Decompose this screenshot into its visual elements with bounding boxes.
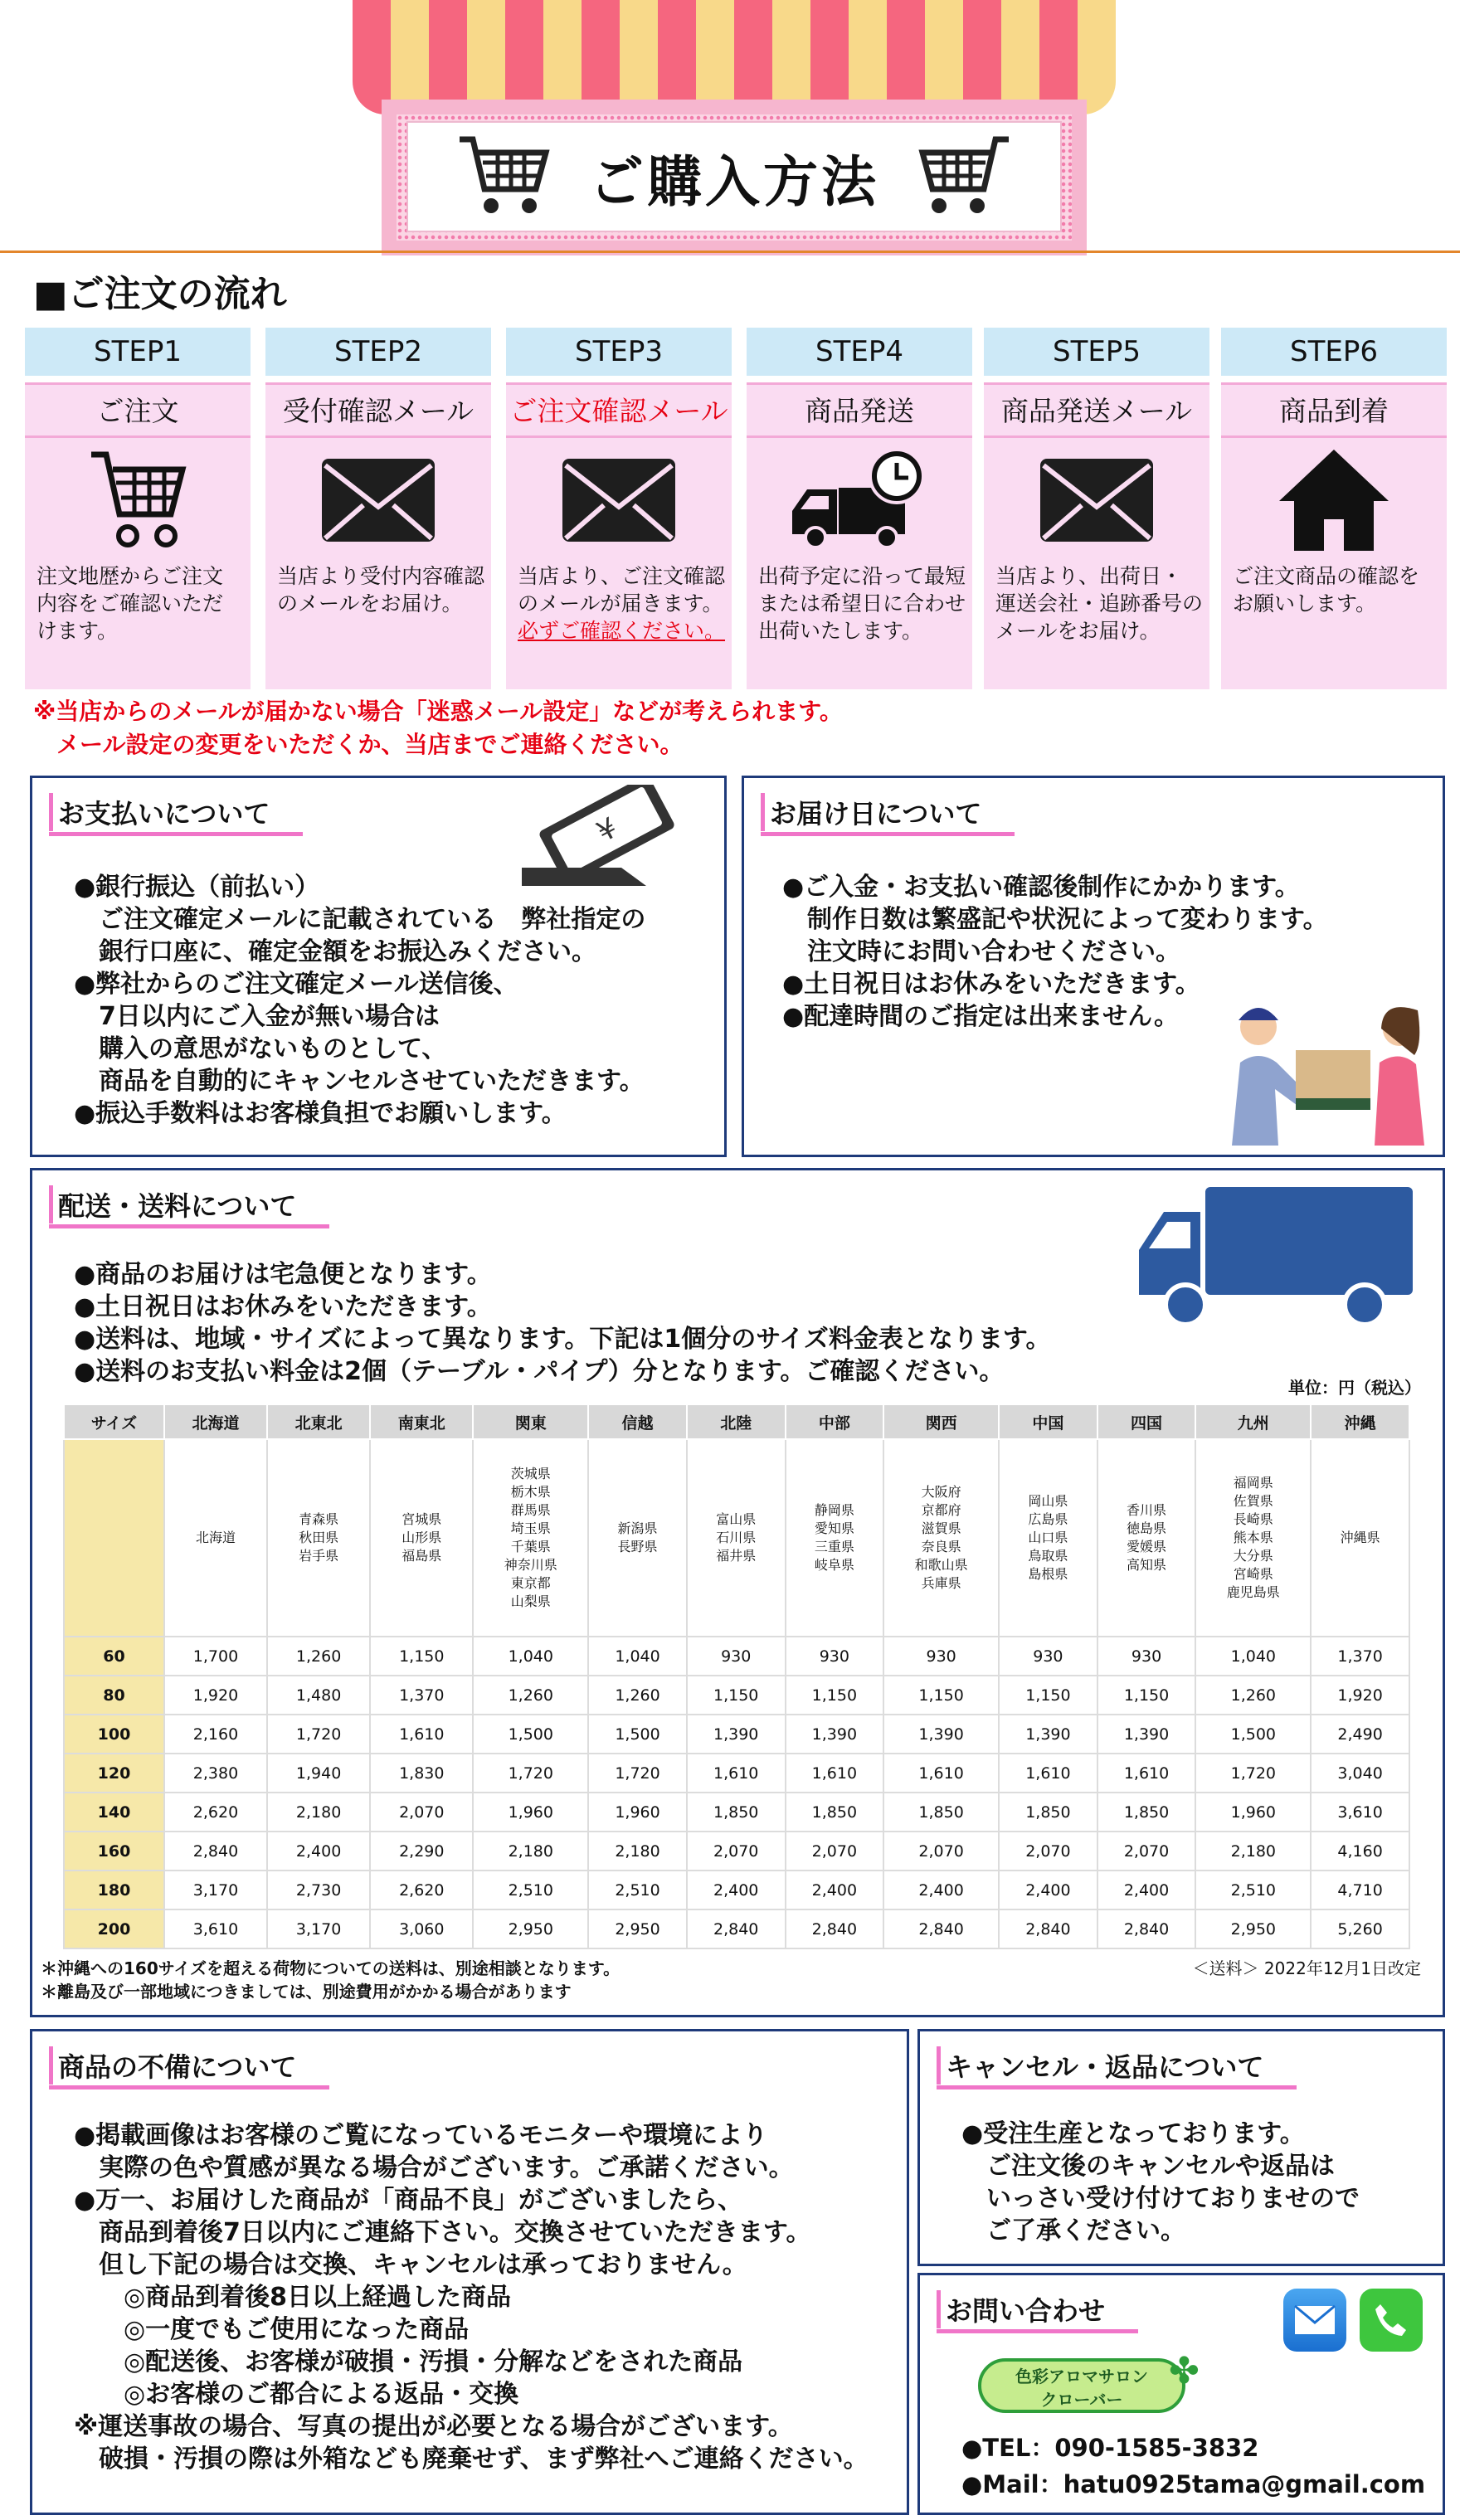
rate-cell: 2,070 [687, 1832, 786, 1871]
rate-cell: 2,620 [164, 1793, 267, 1832]
rate-cell: 2,620 [370, 1871, 473, 1909]
table-row [64, 1715, 1409, 1754]
awning-stripe [391, 0, 429, 114]
rate-cell: 1,480 [267, 1676, 370, 1715]
shop-logo: 色彩アロマサロン クローバー [978, 2358, 1185, 2413]
step-title: 商品到着 [1221, 385, 1447, 438]
rate-cell: 2,840 [883, 1909, 999, 1948]
contact-section [917, 2273, 1445, 2515]
table-header-cell: 九州 [1195, 1404, 1311, 1439]
rate-cell: 1,390 [999, 1715, 1097, 1754]
prefecture-cell: 富山県 石川県 福井県 [687, 1439, 786, 1637]
table-row [64, 1637, 1409, 1676]
rate-cell: 1,500 [588, 1715, 687, 1754]
rate-cell: 930 [1097, 1637, 1196, 1676]
awning-stripe [658, 0, 696, 114]
step-text: ご注文商品の確認を お願いします。 [1233, 564, 1420, 615]
size-cell: 160 [64, 1832, 164, 1871]
header-divider [0, 251, 1460, 253]
cart-icon [912, 131, 1012, 222]
rate-cell: 2,840 [687, 1909, 786, 1948]
rate-cell: 1,040 [1195, 1637, 1311, 1676]
rate-cell: 1,850 [687, 1793, 786, 1832]
rate-cell: 2,070 [1097, 1832, 1196, 1871]
rate-cell: 1,370 [370, 1676, 473, 1715]
cancel-section [917, 2029, 1445, 2266]
rate-cell: 2,490 [1311, 1715, 1409, 1754]
rate-cell: 2,840 [1097, 1909, 1196, 1948]
table-row [64, 1754, 1409, 1793]
rate-cell: 2,180 [1195, 1832, 1311, 1871]
rate-cell: 2,180 [588, 1832, 687, 1871]
step-label: STEP6 [1221, 328, 1447, 376]
rate-cell: 1,610 [1097, 1754, 1196, 1793]
step-body [506, 382, 732, 689]
shipping-title: 配送・送料について [49, 1185, 301, 1224]
rate-cell: 1,720 [267, 1715, 370, 1754]
rate-cell: 2,950 [1195, 1909, 1311, 1948]
table-header-cell: 北陸 [687, 1404, 786, 1439]
table-header-cell: 中部 [786, 1404, 884, 1439]
payment-section [30, 776, 727, 1157]
rate-cell: 1,500 [473, 1715, 588, 1754]
step-title: 受付確認メール [265, 385, 491, 438]
rate-cell: 1,720 [588, 1754, 687, 1793]
rate-cell: 1,260 [473, 1676, 588, 1715]
prefecture-cell: 沖縄県 [1311, 1439, 1409, 1637]
page-title: ご購入方法 [589, 149, 879, 214]
rate-cell: 1,260 [588, 1676, 687, 1715]
mail-icon [984, 438, 1209, 562]
awning-stripe [353, 0, 391, 114]
rate-cell: 1,850 [999, 1793, 1097, 1832]
rate-cell: 1,610 [687, 1754, 786, 1793]
rate-cell: 1,920 [164, 1676, 267, 1715]
rate-cell: 930 [883, 1637, 999, 1676]
rate-cell: 2,840 [999, 1909, 1097, 1948]
rate-cell: 1,850 [883, 1793, 999, 1832]
rate-cell: 1,150 [786, 1676, 884, 1715]
mail-icon [265, 438, 491, 562]
rate-cell: 1,960 [1195, 1793, 1311, 1832]
rate-cell: 2,290 [370, 1832, 473, 1871]
awning-stripe [467, 0, 505, 114]
step-body [747, 382, 972, 689]
step-text: 出荷予定に沿って最短 または希望日に合わせ 出荷いたします。 [758, 564, 966, 643]
step-title: 商品発送 [747, 385, 972, 438]
rate-cell: 2,730 [267, 1871, 370, 1909]
shipping-rate-table [63, 1404, 1410, 1949]
rate-cell: 1,720 [1195, 1754, 1311, 1793]
table-header-cell: 信越 [588, 1404, 687, 1439]
rate-cell: 2,400 [1097, 1871, 1196, 1909]
rate-cell: 1,720 [473, 1754, 588, 1793]
mail-app-icon[interactable] [1283, 2289, 1346, 2352]
size-cell: 200 [64, 1909, 164, 1948]
prefecture-cell: 青森県 秋田県 岩手県 [267, 1439, 370, 1637]
step-text: 当店より受付内容確認 のメールをお届け。 [277, 564, 485, 615]
rate-cell: 4,710 [1311, 1871, 1409, 1909]
rate-cell: 1,610 [370, 1715, 473, 1754]
rate-cell: 5,260 [1311, 1909, 1409, 1948]
prefecture-cell: 北海道 [164, 1439, 267, 1637]
shipping-text: ●商品のお届けは宅急便となります。 ●土日祝日はお休みをいただきます。 ●送料は、地域・サイズによって異なります。下記は1個分のサイズ料金表となります。 ●送料のお支払い料金は2個（テーブル・パイプ）分となります。ご確認ください。 [74, 1260, 1051, 1386]
truck-clock-icon [747, 438, 972, 562]
rate-cell: 1,040 [473, 1637, 588, 1676]
step-label: STEP4 [747, 328, 972, 376]
rate-cell: 2,400 [999, 1871, 1097, 1909]
step-text: 注文地歴からご注文 内容をご確認いただ けます。 [36, 564, 224, 643]
rate-cell: 2,400 [786, 1871, 884, 1909]
payment-title: お支払いについて [49, 793, 275, 831]
table-header-cell: 北東北 [267, 1404, 370, 1439]
table-header-cell: 中国 [999, 1404, 1097, 1439]
rate-cell: 2,510 [473, 1871, 588, 1909]
defects-text: ●掲載画像はお客様のご覧になっているモニターや環境により 実際の色や質感が異なる場合がございます。ご承諾ください。 ●万一、お届けした商品が「商品不良」がございましたら、 商品到着後7日以内にご連絡下さい。交換させていただきます。 但し下記の場合は交換、キャンセルは承っておりません。 ◎商品到着後8日以上経過した商品 ◎一度でもご使用になった商品 ◎配送後、お客様が破損・汚損・分解などをされた商品 ◎お客様のご都合による返品・交換 ※運送事故の場合、写真の提出が必要となる場合がございます。 破損・汚損の際は外箱なども廃棄せず、まず弊社へご連絡ください。 [74, 2121, 869, 2474]
cart-icon [456, 131, 556, 222]
rate-cell: 930 [999, 1637, 1097, 1676]
size-cell: 60 [64, 1637, 164, 1676]
rate-cell: 1,830 [370, 1754, 473, 1793]
prefecture-cell: 新潟県 長野県 [588, 1439, 687, 1637]
defects-section [30, 2029, 909, 2515]
mail-icon [506, 438, 732, 562]
rate-cell: 1,040 [588, 1637, 687, 1676]
size-cell: 120 [64, 1754, 164, 1793]
rate-cell: 2,380 [164, 1754, 267, 1793]
step-label: STEP2 [265, 328, 491, 376]
rate-cell: 2,400 [687, 1871, 786, 1909]
unit-label: 単位：円（税込） [1288, 1378, 1421, 1398]
rate-cell: 2,160 [164, 1715, 267, 1754]
payment-text: ●銀行振込（前払い） ご注文確定メールに記載されている 弊社指定の 銀行口座に、確定金額をお振込みください。 ●弊社からのご注文確定メール送信後、 7日以内にご入金が無い場合は 購入の意思がないものとして、 商品を自動的にキャンセルさせていただきます。 ●振込手数料はお客様負担でお願いします。 [74, 873, 646, 1128]
delivery-date-text: ●ご入金・お支払い確認後制作にかかります。 制作日数は繁盛記や状況によって変わります。 注文時にお問い合わせください。 ●土日祝日はお休みをいただきます。 ●配達時間のご指定は出来ません。 [782, 873, 1328, 1031]
rate-cell: 2,840 [786, 1909, 884, 1948]
defects-title: 商品の不備について [49, 2046, 301, 2085]
rate-cell: 1,960 [588, 1793, 687, 1832]
prefecture-cell: 香川県 徳島県 愛媛県 高知県 [1097, 1439, 1196, 1637]
contact-tel[interactable]: ●TEL：090-1585-3832 [961, 2434, 1259, 2462]
rate-cell: 1,500 [1195, 1715, 1311, 1754]
step-title: 商品発送メール [984, 385, 1209, 438]
step-5 [984, 328, 1209, 689]
truck-icon [1136, 1180, 1418, 1330]
notice-line-1: ※当店からのメールが届かない場合「迷惑メール設定」などが考えられます。 [33, 698, 843, 725]
rate-cell: 3,040 [1311, 1754, 1409, 1793]
rate-revised-date: ＜送料＞ 2022年12月1日改定 [1192, 1958, 1421, 1978]
prefecture-cell: 福岡県 佐賀県 長崎県 熊本県 大分県 宮崎県 鹿児島県 [1195, 1439, 1311, 1637]
rate-cell: 930 [687, 1637, 786, 1676]
table-header-cell: 関西 [883, 1404, 999, 1439]
prefecture-cell: 宮城県 山形県 福島県 [370, 1439, 473, 1637]
rate-cell: 2,070 [883, 1832, 999, 1871]
table-header-cell: 北海道 [164, 1404, 267, 1439]
rate-cell: 2,510 [1195, 1871, 1311, 1909]
rate-cell: 3,170 [164, 1871, 267, 1909]
contact-title: お問い合わせ [937, 2290, 1110, 2328]
rate-cell: 2,510 [588, 1871, 687, 1909]
step-label: STEP3 [506, 328, 732, 376]
awning-stripe [1001, 0, 1039, 114]
prefecture-cell [64, 1439, 164, 1637]
step-body [265, 382, 491, 689]
rate-cell: 1,150 [883, 1676, 999, 1715]
rate-cell: 1,260 [267, 1637, 370, 1676]
table-header-cell: 関東 [473, 1404, 588, 1439]
step-6 [1221, 328, 1447, 689]
rate-cell: 2,950 [588, 1909, 687, 1948]
rate-cell: 2,840 [164, 1832, 267, 1871]
prefecture-cell: 岡山県 広島県 山口県 鳥取県 島根県 [999, 1439, 1097, 1637]
rate-cell: 2,070 [786, 1832, 884, 1871]
shipping-note-2: ＊離島及び一部地域につきましては、別途費用がかかる場合があります [41, 1982, 572, 2002]
contact-mail[interactable]: ●Mail：hatu0925tama@gmail.com [961, 2470, 1426, 2498]
cancel-text: ●受注生産となっております。 ご注文後のキャンセルや返品は いっさい受け付けておりませので ご了承ください。 [961, 2119, 1360, 2245]
table-header-cell: 沖縄 [1311, 1404, 1409, 1439]
title-signboard [382, 100, 1087, 255]
prefecture-cell: 茨城県 栃木県 群馬県 埼玉県 千葉県 神奈川県 東京都 山梨県 [473, 1439, 588, 1637]
rate-cell: 1,390 [883, 1715, 999, 1754]
step-body [1221, 382, 1447, 689]
rate-cell: 3,610 [1311, 1793, 1409, 1832]
awning-stripe [543, 0, 582, 114]
table-header-cell: 四国 [1097, 1404, 1196, 1439]
awning-stripe [963, 0, 1001, 114]
rate-cell: 1,700 [164, 1637, 267, 1676]
cart-icon [25, 438, 251, 562]
clover-icon: ✤ [1169, 2350, 1200, 2392]
step-1 [25, 328, 251, 689]
step-body [25, 382, 251, 689]
table-row [64, 1793, 1409, 1832]
rate-cell: 930 [786, 1637, 884, 1676]
table-header-cell: サイズ [64, 1404, 164, 1439]
awning-stripe [696, 0, 734, 114]
rate-cell: 1,390 [1097, 1715, 1196, 1754]
delivery-people-icon [1225, 992, 1433, 1150]
svg-text:¥: ¥ [591, 811, 623, 849]
awning-stripe [887, 0, 925, 114]
rate-cell: 2,180 [267, 1793, 370, 1832]
step-body [984, 382, 1209, 689]
step-title: ご注文 [25, 385, 251, 438]
awning-stripe [582, 0, 620, 114]
rate-cell: 1,370 [1311, 1637, 1409, 1676]
rate-cell: 3,610 [164, 1909, 267, 1948]
size-cell: 80 [64, 1676, 164, 1715]
awning-decoration [353, 0, 1116, 114]
notice-line-2: メール設定の変更をいただくか、当店までご連絡ください。 [33, 731, 684, 758]
table-row [64, 1871, 1409, 1909]
rate-cell: 2,400 [267, 1832, 370, 1871]
awning-stripe [734, 0, 772, 114]
table-header-cell: 南東北 [370, 1404, 473, 1439]
step-text: 当店より、ご注文確認 のメールが届きます。 必ずご確認ください。 [518, 564, 726, 643]
rate-cell: 1,260 [1195, 1676, 1311, 1715]
step-3 [506, 328, 732, 689]
step-text: 当店より、出荷日・ 運送会社・追跡番号の メールをお届け。 [995, 564, 1204, 643]
size-cell: 100 [64, 1715, 164, 1754]
rate-cell: 4,160 [1311, 1832, 1409, 1871]
prefecture-cell: 大阪府 京都府 滋賀県 奈良県 和歌山県 兵庫県 [883, 1439, 999, 1637]
order-flow-heading: ■ご注文の流れ [33, 273, 287, 315]
rate-cell: 1,610 [786, 1754, 884, 1793]
step-4 [747, 328, 972, 689]
prefecture-row [64, 1439, 1409, 1637]
phone-app-icon[interactable] [1360, 2289, 1423, 2352]
awning-stripe [429, 0, 467, 114]
rate-cell: 2,070 [370, 1793, 473, 1832]
rate-cell: 1,150 [687, 1676, 786, 1715]
rate-cell: 1,390 [786, 1715, 884, 1754]
size-cell: 140 [64, 1793, 164, 1832]
rate-cell: 2,180 [473, 1832, 588, 1871]
rate-cell: 1,150 [370, 1637, 473, 1676]
rate-cell: 1,850 [786, 1793, 884, 1832]
delivery-date-title: お届け日について [761, 793, 986, 831]
table-header-row [64, 1404, 1409, 1439]
table-row [64, 1832, 1409, 1871]
step-label: STEP5 [984, 328, 1209, 376]
rate-cell: 1,150 [999, 1676, 1097, 1715]
size-cell: 180 [64, 1871, 164, 1909]
rate-cell: 3,060 [370, 1909, 473, 1948]
prefecture-cell: 静岡県 愛知県 三重県 岐阜県 [786, 1439, 884, 1637]
rate-cell: 1,610 [883, 1754, 999, 1793]
rate-cell: 3,170 [267, 1909, 370, 1948]
table-row [64, 1909, 1409, 1948]
awning-stripe [772, 0, 810, 114]
rate-cell: 1,920 [1311, 1676, 1409, 1715]
step-emphasis: 必ずご確認ください。 [518, 619, 726, 643]
rate-cell: 1,850 [1097, 1793, 1196, 1832]
awning-stripe [925, 0, 963, 114]
step-2 [265, 328, 491, 689]
rate-cell: 1,390 [687, 1715, 786, 1754]
delivery-date-section [742, 776, 1445, 1157]
house-icon [1221, 438, 1447, 562]
awning-stripe [849, 0, 887, 114]
cancel-title: キャンセル・返品について [937, 2046, 1268, 2085]
mail-notice [33, 695, 843, 761]
awning-stripe [810, 0, 849, 114]
awning-stripe [620, 0, 658, 114]
rate-cell: 2,400 [883, 1871, 999, 1909]
rate-cell: 1,960 [473, 1793, 588, 1832]
awning-stripe [505, 0, 543, 114]
rate-cell: 2,070 [999, 1832, 1097, 1871]
awning-stripe [1039, 0, 1078, 114]
step-label: STEP1 [25, 328, 251, 376]
rate-cell: 2,950 [473, 1909, 588, 1948]
shipping-note-1: ＊沖縄への160サイズを超える荷物についての送料は、別途相談となります。 [41, 1958, 620, 1978]
rate-cell: 1,610 [999, 1754, 1097, 1793]
rate-cell: 1,150 [1097, 1676, 1196, 1715]
rate-cell: 1,940 [267, 1754, 370, 1793]
table-row [64, 1676, 1409, 1715]
awning-stripe [1078, 0, 1116, 114]
step-title: ご注文確認メール [506, 385, 732, 438]
